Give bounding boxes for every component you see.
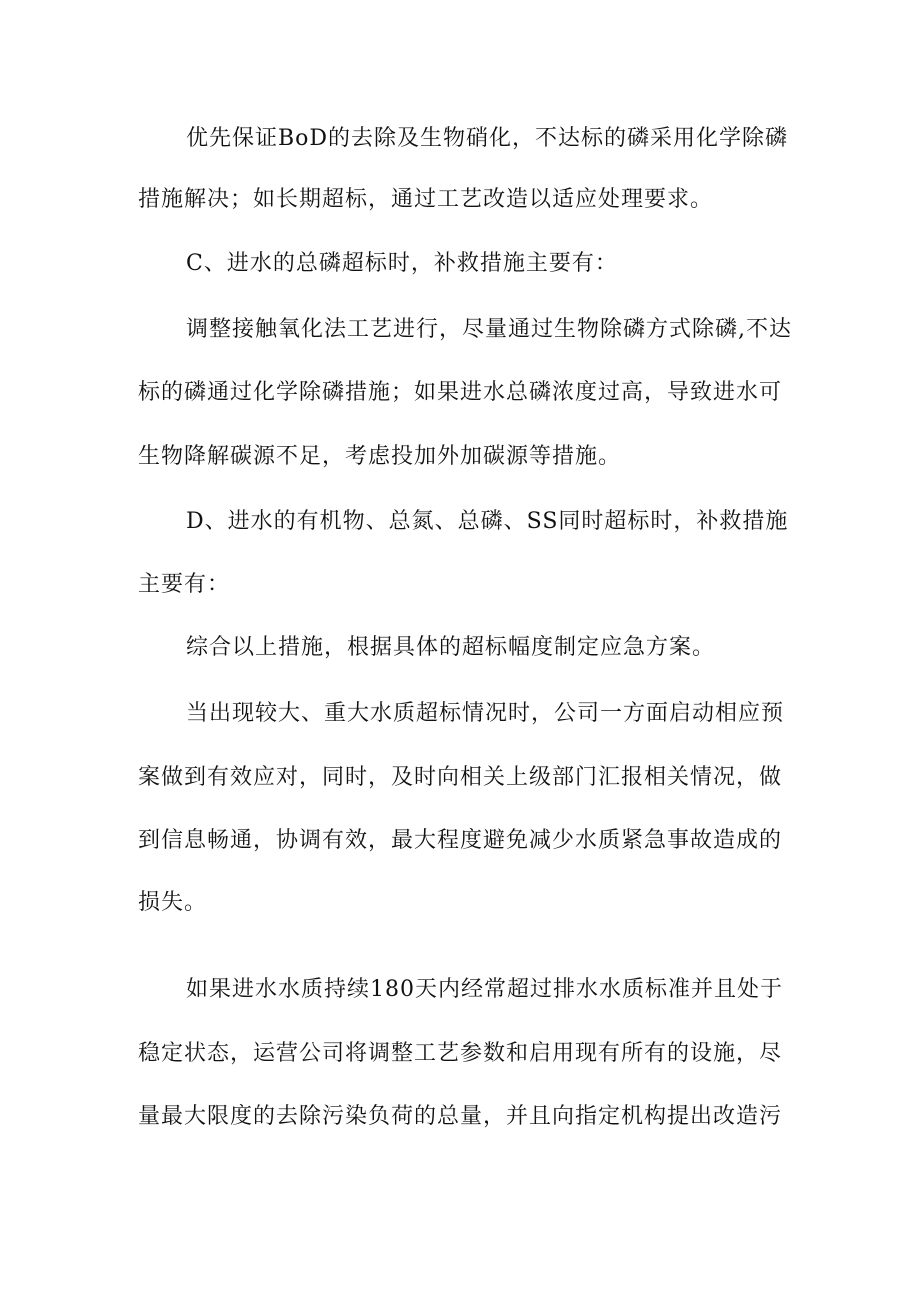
paragraph-line: 损失。 [138, 890, 208, 915]
section-heading-c: C、进水的总磷超标时，补救措施主要有： [186, 251, 618, 276]
paragraph-line: 到信息畅通，协调有效，最大程度避免减少水质紧急事故造成的 [138, 828, 783, 853]
paragraph-line: 措施解决；如长期超标，通过工艺改造以适应处理要求。 [138, 187, 714, 212]
paragraph-line: 综合以上措施，根据具体的超标幅度制定应急方案。 [186, 635, 716, 660]
paragraph-line: 优先保证BoD的去除及生物硝化，不达标的磷采用化学除磷 [186, 126, 789, 151]
section-heading-d: D、进水的有机物、总氮、总磷、SS同时超标时，补救措施 [186, 509, 789, 534]
paragraph-line: 量最大限度的去除污染负荷的总量，并且向指定机构提出改造污 [138, 1104, 783, 1129]
paragraph-line: 当出现较大、重大水质超标情况时，公司一方面启动相应预 [186, 701, 785, 726]
paragraph-line: 主要有： [138, 572, 231, 597]
paragraph-line: 生物降解碳源不足，考虑投加外加碳源等措施。 [138, 444, 622, 469]
paragraph-line: 标的磷通过化学除磷措施；如果进水总磷浓度过高，导致进水可 [138, 380, 783, 405]
paragraph-line: 稳定状态，运营公司将调整工艺参数和启用现有所有的设施，尽 [138, 1041, 783, 1066]
paragraph-line: 案做到有效应对，同时，及时向相关上级部门汇报相关情况，做 [138, 765, 783, 790]
paragraph-line: 如果进水水质持续180天内经常超过排水水质标准并且处于 [186, 977, 783, 1002]
paragraph-line: 调整接触氧化法工艺进行，尽量通过生物除磷方式除磷,不达 [186, 317, 792, 342]
